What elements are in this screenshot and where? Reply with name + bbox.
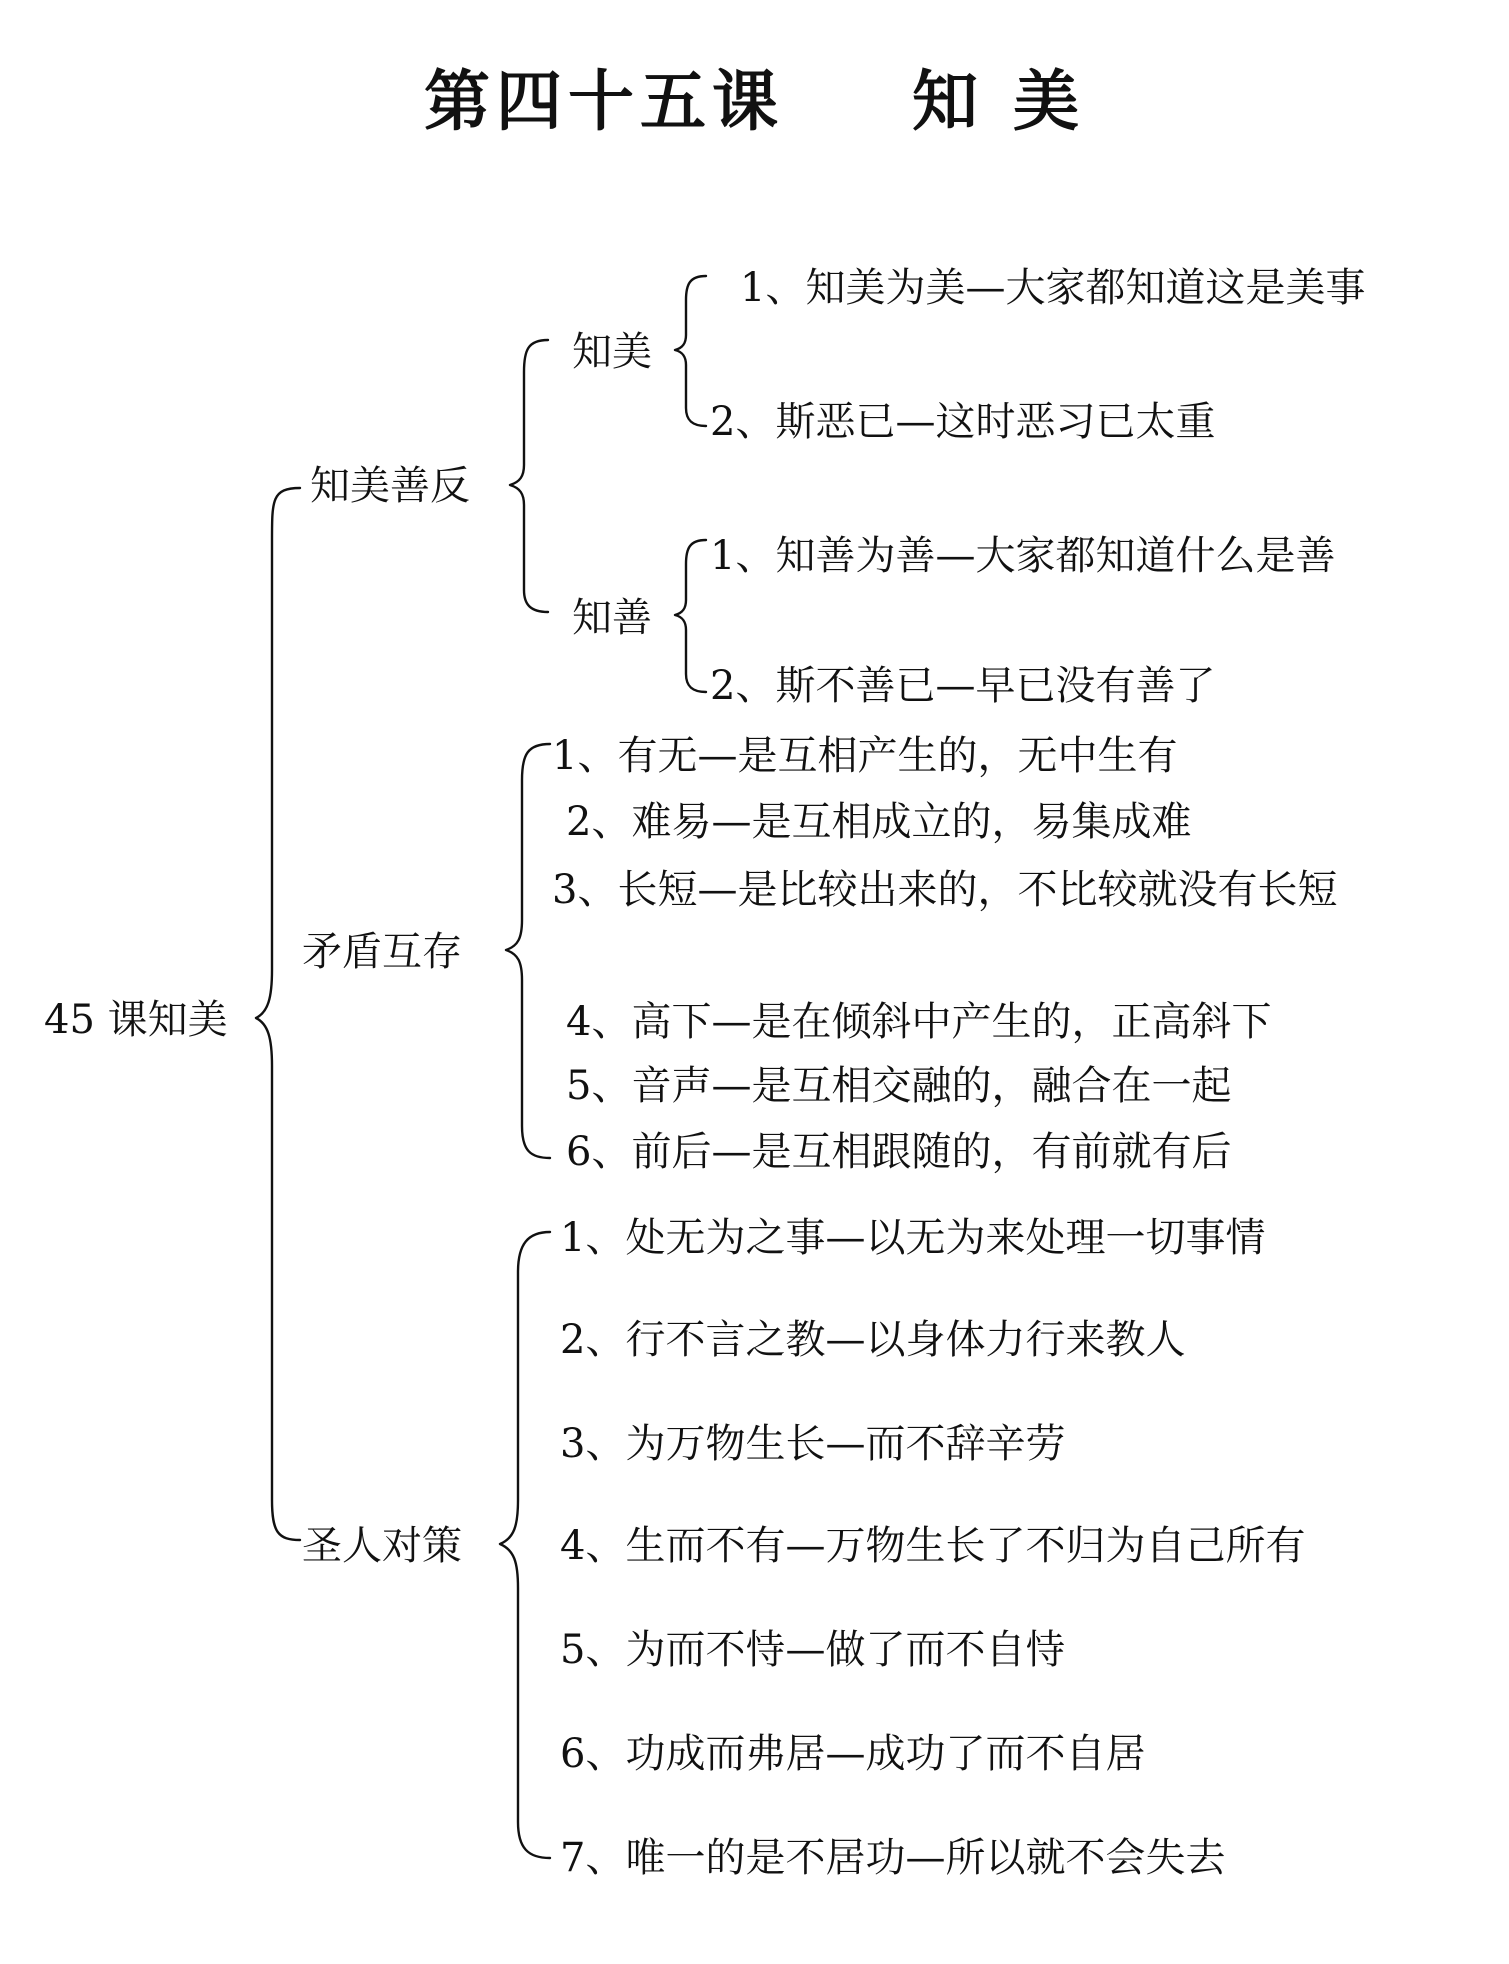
branch2-item-1: 1、有无—是互相产生的，无中生有 bbox=[552, 733, 1178, 779]
branch3-brace bbox=[500, 1232, 550, 1858]
zhimei-item-1: 1、知美为美—大家都知道这是美事 bbox=[740, 265, 1366, 311]
title-main: 第四十五课 bbox=[424, 62, 785, 140]
zhimei-brace bbox=[675, 276, 706, 426]
branch1-label: 知美善反 bbox=[310, 463, 470, 509]
branch3-item-5: 5、为而不恃—做了而不自恃 bbox=[560, 1627, 1066, 1673]
zhishan-label: 知善 bbox=[572, 595, 652, 641]
zhishan-item-1: 1、知善为善—大家都知道什么是善 bbox=[710, 533, 1336, 579]
zhimei-label: 知美 bbox=[572, 329, 652, 375]
branch2-item-6: 6、前后—是互相跟随的，有前就有后 bbox=[566, 1129, 1232, 1175]
branch3-label: 圣人对策 bbox=[302, 1523, 462, 1569]
branch2-item-3: 3、长短—是比较出来的，不比较就没有长短 bbox=[552, 867, 1338, 913]
branch3-item-7: 7、唯一的是不居功—所以就不会失去 bbox=[560, 1835, 1226, 1881]
branch2-item-5: 5、音声—是互相交融的，融合在一起 bbox=[566, 1063, 1232, 1109]
zhishan-item-2: 2、斯不善已—早已没有善了 bbox=[710, 663, 1216, 709]
branch2-label: 矛盾互存 bbox=[302, 929, 462, 975]
root-brace bbox=[256, 488, 300, 1540]
branch3-item-1: 1、处无为之事—以无为来处理一切事情 bbox=[560, 1215, 1266, 1261]
title-sub: 知 美 bbox=[911, 62, 1085, 140]
branch3-item-6: 6、功成而弗居—成功了而不自居 bbox=[560, 1731, 1146, 1777]
branch3-item-4: 4、生而不有—万物生长了不归为自己所有 bbox=[560, 1523, 1306, 1569]
branch1-brace bbox=[510, 340, 548, 612]
branch2-item-2: 2、难易—是互相成立的，易集成难 bbox=[566, 799, 1192, 845]
zhimei-item-2: 2、斯恶已—这时恶习已太重 bbox=[710, 399, 1216, 445]
branch2-brace bbox=[506, 744, 550, 1158]
zhishan-brace bbox=[675, 540, 706, 692]
branch2-item-4: 4、高下—是在倾斜中产生的，正高斜下 bbox=[566, 999, 1272, 1045]
branch3-item-2: 2、行不言之教—以身体力行来教人 bbox=[560, 1317, 1186, 1363]
branch3-item-3: 3、为万物生长—而不辞辛劳 bbox=[560, 1421, 1066, 1467]
root-label: 45 课知美 bbox=[44, 997, 228, 1043]
